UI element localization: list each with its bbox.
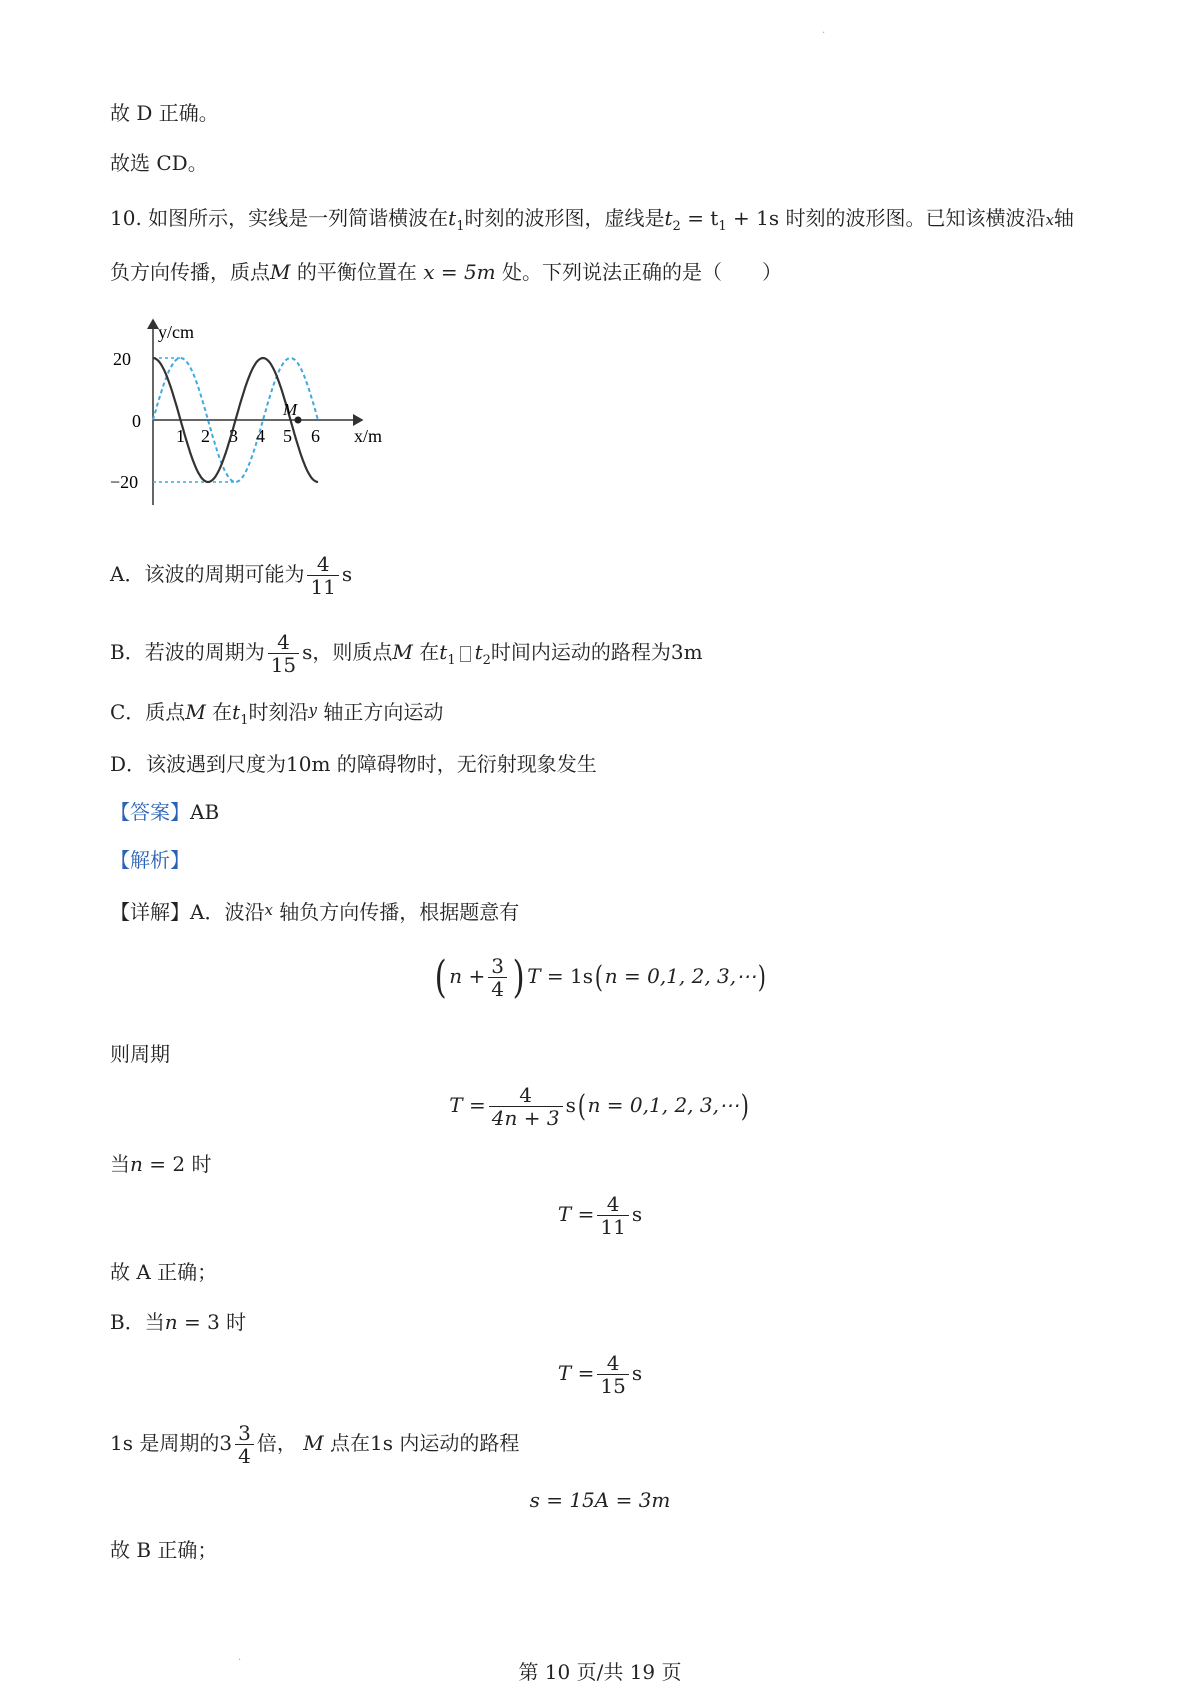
answer-line — [110, 798, 219, 826]
point-m-label: M — [283, 400, 298, 419]
answer-label: 【答案】 — [110, 800, 190, 824]
corner-dot: · — [822, 28, 826, 39]
option-b: B．若波的周期为 $\frac{4}{15}$ s，则质点M 在$t_1$ $t_2$时间内运动的路程为3m — [110, 630, 703, 677]
fraction: $\frac{4}{4n + 3}$ — [489, 1084, 563, 1129]
fraction: $\frac{4}{15}$ — [268, 631, 299, 676]
equation-3: T = $\frac{4}{11}$ s — [557, 1192, 643, 1239]
x-tick-1: 1 — [176, 426, 185, 446]
placeholder-glyph — [460, 646, 471, 662]
fraction: $\frac{3}{4}$ — [488, 955, 507, 1000]
text-a-correct: 故 A 正确； — [110, 1260, 218, 1284]
y-tick-20: 20 — [113, 349, 131, 369]
corner-dot: · — [238, 1655, 242, 1666]
y-tick-0: 0 — [132, 411, 141, 431]
question-10-line-2: 负方向传播，质点M 的平衡位置在 x = 5m 处。下列说法正确的是（ ） — [110, 260, 783, 284]
answer-value: AB — [190, 800, 220, 824]
x-tick-3: 3 — [229, 426, 238, 446]
x-tick-2: 2 — [201, 426, 210, 446]
fraction: $\frac{4}{15}$ — [597, 1352, 628, 1397]
x-axis-label: x/m — [354, 426, 383, 446]
page-footer: 第 10 页/共 19 页 — [518, 1660, 682, 1684]
question-10-line-1: 10. 如图所示，实线是一列简谐横波在$t_1$时刻的波形图，虚线是$t_2 = t_1 + 1s$ 时刻的波形图。已知该横波沿x轴 — [110, 206, 1074, 234]
wave-figure — [110, 312, 410, 512]
equation-1: ( n + $\frac{3}{4}$ ) T = 1s(n = 0,1, 2, 3,⋯) — [434, 951, 767, 1003]
option-d: D．该波遇到尺度为10m 的障碍物时，无衍射现象发生 — [110, 752, 597, 776]
detail-a-line: 【详解】A．波沿$^x$ 轴负方向传播，根据题意有 — [110, 900, 520, 924]
text-choose-cd: 故选 CD。 — [110, 151, 208, 175]
y-tick-minus-20: −20 — [110, 472, 139, 492]
option-c: C．质点M 在$t_1$时刻沿$^y$ 轴正方向运动 — [110, 700, 444, 728]
fraction: $\frac{3}{4}$ — [235, 1422, 254, 1467]
text-d-correct: 故 D 正确。 — [110, 101, 219, 125]
text-b-correct: 故 B 正确； — [110, 1538, 218, 1562]
x-tick-5: 5 — [283, 426, 292, 446]
option-a: A．该波的周期可能为 $\frac{4}{11}$ s — [110, 552, 353, 599]
equation-4: T = $\frac{4}{15}$ s — [557, 1351, 643, 1398]
analysis-label: 【解析】 — [110, 848, 190, 872]
x-tick-4: 4 — [256, 426, 265, 446]
fraction: $\frac{4}{11}$ — [597, 1193, 628, 1238]
text-then-period: 则周期 — [110, 1042, 170, 1066]
equation-5: s = 15A = 3m — [529, 1488, 671, 1512]
x-tick-6: 6 — [311, 426, 320, 446]
fraction: $\frac{4}{11}$ — [307, 553, 338, 598]
y-axis-label: y/cm — [158, 322, 194, 342]
equation-2: T = $\frac{4}{4n + 3}$ s(n = 0,1, 2, 3,⋯) — [449, 1083, 749, 1130]
when-n2-line: 当n = 2 时 — [110, 1152, 212, 1176]
path-length-line: 1s 是周期的3 $\frac{3}{4}$ 倍， M 点在1s 内运动的路程 — [110, 1421, 520, 1468]
b-when-line: B．当n = 3 时 — [110, 1310, 247, 1334]
